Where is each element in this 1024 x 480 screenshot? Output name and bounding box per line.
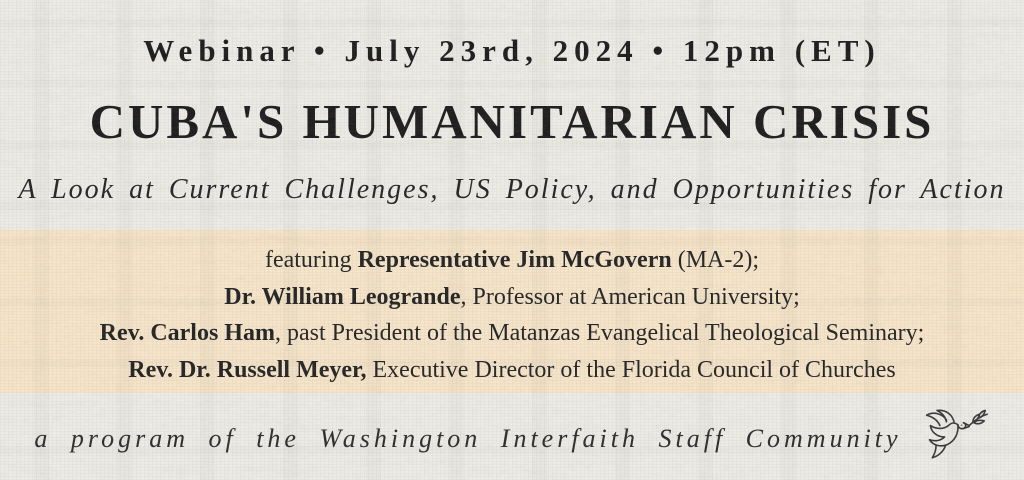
speaker-line bbox=[0, 279, 1024, 316]
dove-icon bbox=[920, 407, 990, 465]
speaker-prefix: featuring bbox=[264, 247, 358, 273]
speaker-name: Rev. Dr. Russell Meyer, bbox=[128, 356, 367, 383]
speaker-name: Rev. Carlos Ham bbox=[99, 320, 275, 346]
speakers-list bbox=[0, 230, 1024, 388]
speaker-name: Representative Jim McGovern bbox=[357, 247, 672, 273]
speaker-description: (MA-2); bbox=[671, 247, 760, 273]
subtitle: A Look at Current Challenges, US Policy, and Opportunities for Action bbox=[18, 174, 1006, 205]
event-meta: Webinar • July 23rd, 2024 • 12pm (ET) bbox=[143, 33, 881, 68]
speaker-line bbox=[0, 315, 1024, 352]
speaker-line bbox=[0, 242, 1024, 279]
speaker-line bbox=[0, 352, 1024, 389]
page-title: CUBA'S HUMANITARIAN CRISIS bbox=[89, 94, 935, 149]
speakers-band bbox=[0, 230, 1024, 393]
speaker-description: , Professor at American University; bbox=[460, 283, 800, 310]
footer bbox=[0, 406, 1024, 472]
program-credit: a program of the Washington Interfaith Staff Community bbox=[34, 424, 902, 453]
speaker-description: , past President of the Matanzas Evangelical Theological Seminary; bbox=[274, 320, 925, 346]
speaker-description: Executive Director of the Florida Council of Churches bbox=[366, 356, 896, 383]
speaker-name: Dr. William Leogrande bbox=[224, 283, 461, 310]
